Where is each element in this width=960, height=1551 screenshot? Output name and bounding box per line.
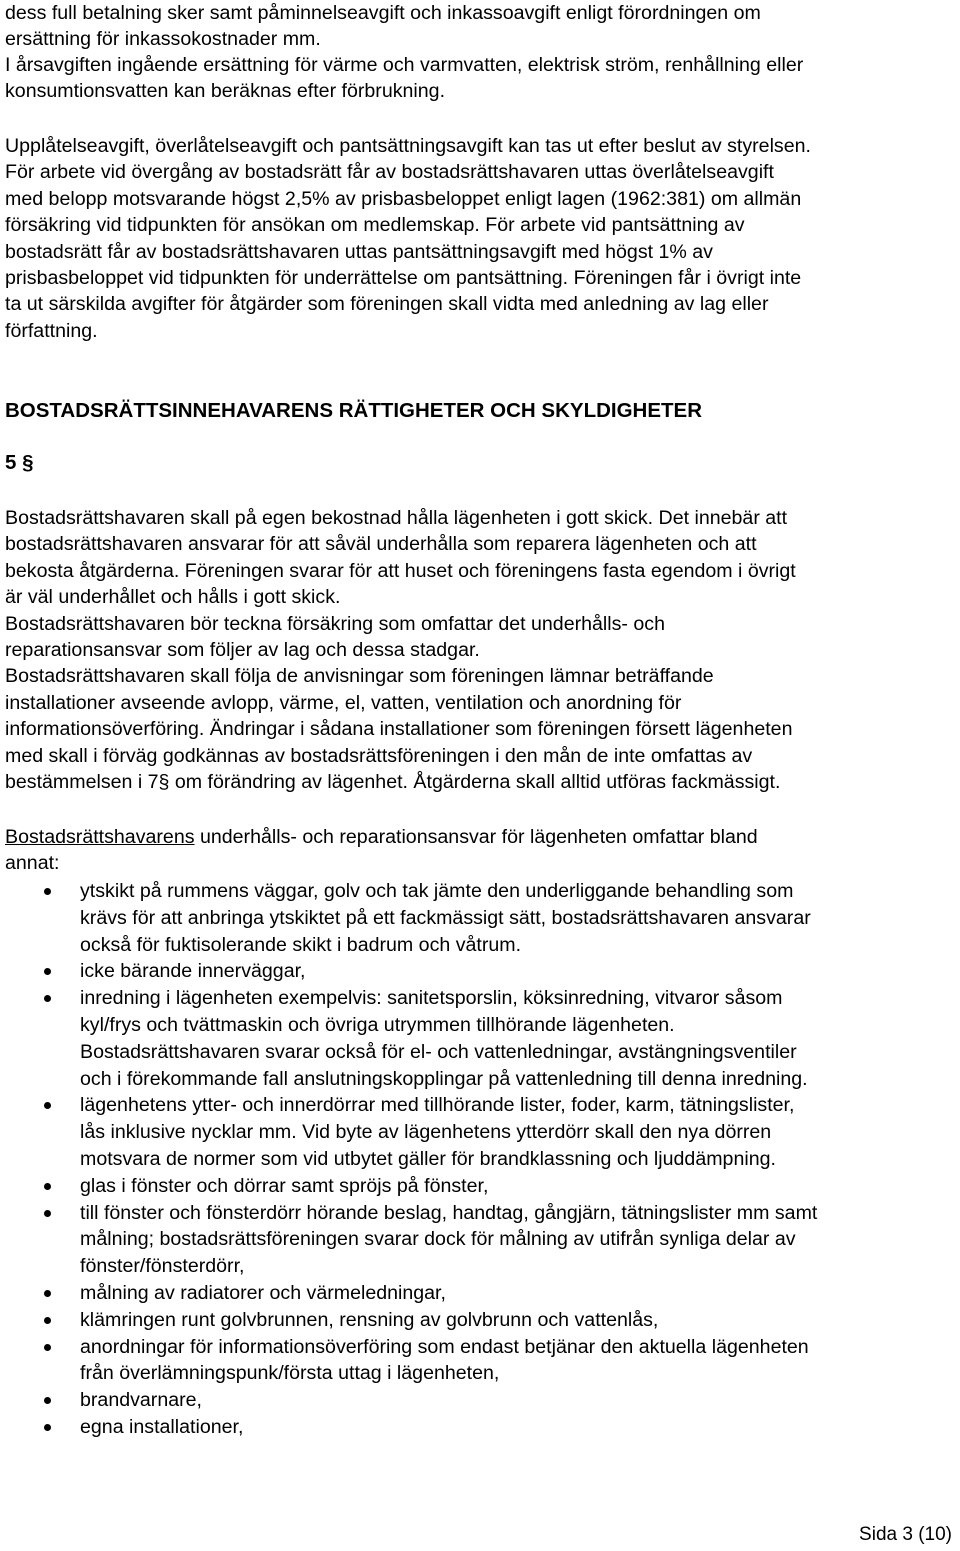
text-line: bekosta åtgärderna. Föreningen svarar för att huset och föreningens fasta egendom i övrigt bbox=[5, 559, 796, 582]
text-line: Bostadsrättshavaren skall på egen bekostnad hålla lägenheten i gott skick. Det innebär att bbox=[5, 507, 788, 529]
list-item bbox=[5, 878, 955, 958]
text-line: informationsöverföring. Ändringar i sådana installationer som föreningen försett lägenheten bbox=[5, 718, 793, 741]
text-line: bostadsrättshavaren ansvarar för att såväl underhålla som reparera lägenheten och att bbox=[5, 533, 757, 556]
text-line bbox=[5, 824, 758, 850]
list-item bbox=[5, 1280, 955, 1307]
list-item-line: och i förekommande fall anslutningskopplingar på vattenledning till denna inredning. bbox=[80, 1067, 808, 1090]
list-intro-text: underhålls- och reparationsansvar för lägenheten omfattar bland bbox=[194, 826, 758, 848]
list-item-line: från överlämningspunk/första uttag i lägenheten, bbox=[80, 1362, 500, 1385]
responsibility-list bbox=[5, 878, 955, 1441]
bullet-icon bbox=[44, 968, 51, 975]
text-line: Upplåtelseavgift, överlåtelseavgift och pantsättningsavgift kan tas ut efter beslut av styrelsen. bbox=[5, 135, 811, 157]
list-item-line: ytskikt på rummens väggar, golv och tak jämte den underliggande behandling som bbox=[80, 880, 794, 902]
list-item-line: anordningar för informationsöverföring som endast betjänar den aktuella lägenheten bbox=[80, 1335, 809, 1358]
list-item bbox=[5, 985, 955, 1092]
list-item-line: inredning i lägenheten exempelvis: sanitetsporslin, köksinredning, vitvaror såsom bbox=[80, 987, 783, 1010]
list-item bbox=[5, 1307, 955, 1334]
text-line: annat: bbox=[5, 852, 60, 875]
list-item-line: fönster/fönsterdörr, bbox=[80, 1255, 245, 1278]
list-item bbox=[5, 1334, 955, 1388]
list-item-line: lås inklusive nycklar mm. Vid byte av lägenhetens ytterdörr skall den nya dörren bbox=[80, 1121, 772, 1144]
list-item-line: egna installationer, bbox=[80, 1415, 244, 1438]
page-number: Sida 3 (10) bbox=[859, 1524, 952, 1545]
list-item bbox=[5, 958, 955, 985]
text-line: prisbasbeloppet vid tidpunkten för underrättelse om pantsättning. Föreningen får i övrigt inte bbox=[5, 267, 802, 290]
text-line: Bostadsrättshavaren bör teckna försäkring som omfattar det underhålls- och bbox=[5, 612, 665, 635]
bullet-icon bbox=[44, 1183, 51, 1190]
bullet-icon bbox=[44, 1397, 51, 1404]
text-line: författning. bbox=[5, 319, 98, 342]
bullet-icon bbox=[44, 1210, 51, 1217]
text-line: ersättning för inkassokostnader mm. bbox=[5, 28, 321, 51]
list-item-line: krävs för att anbringa ytskiktet på ett fackmässigt sätt, bostadsrättshavaren ansvarar bbox=[80, 906, 811, 929]
underlined-term: Bostadsrättshavarens bbox=[5, 826, 195, 848]
paragraph-number: 5 § bbox=[5, 451, 34, 474]
text-line: dess full betalning sker samt påminnelseavgift och inkassoavgift enligt förordningen om bbox=[5, 2, 761, 24]
text-line: Bostadsrättshavaren skall följa de anvisningar som föreningen lämnar beträffande bbox=[5, 665, 714, 688]
text-line: med belopp motsvarande högst 2,5% av prisbasbeloppet enligt lagen (1962:381) om allmän bbox=[5, 187, 802, 210]
list-item-line: målning; bostadsrättsföreningen svarar dock för målning av utifrån synliga delar av bbox=[80, 1228, 796, 1251]
list-item bbox=[5, 1200, 955, 1280]
list-item-line: kyl/frys och tvättmaskin och övriga utrymmen tillhörande lägenheten. bbox=[80, 1013, 675, 1036]
list-item-line: lägenhetens ytter- och innerdörrar med tillhörande lister, foder, karm, tätningslister, bbox=[80, 1094, 795, 1117]
text-line: installationer avseende avlopp, värme, el, vatten, ventilation och anordning för bbox=[5, 691, 682, 714]
list-item-line: brandvarnare, bbox=[80, 1389, 202, 1412]
section-heading: BOSTADSRÄTTSINNEHAVARENS RÄTTIGHETER OCH SKYLDIGHETER bbox=[5, 399, 703, 422]
text-line: reparationsansvar som följer av lag och dessa stadgar. bbox=[5, 639, 480, 662]
text-line: För arbete vid övergång av bostadsrätt får av bostadsrättshavaren uttas överlåtelseavgift bbox=[5, 161, 774, 184]
list-item-line: till fönster och fönsterdörr hörande beslag, handtag, gångjärn, tätningslister mm samt bbox=[80, 1201, 818, 1224]
bullet-icon bbox=[44, 1102, 51, 1109]
bullet-icon bbox=[44, 1290, 51, 1297]
list-item-line: också för fuktisolerande skikt i badrum och våtrum. bbox=[80, 933, 522, 956]
list-item bbox=[5, 1414, 955, 1441]
bullet-icon bbox=[44, 888, 51, 895]
list-item-line: icke bärande innerväggar, bbox=[80, 960, 306, 983]
fees-paragraph bbox=[5, 133, 811, 344]
list-item-line: Bostadsrättshavaren svarar också för el- och vattenledningar, avstängningsventiler bbox=[80, 1040, 797, 1063]
text-line: försäkring vid tidpunkten för ansökan om medlemskap. För arbete vid pantsättning av bbox=[5, 214, 745, 237]
section5-paragraph bbox=[5, 505, 796, 795]
list-item-line: glas i fönster och dörrar samt spröjs på fönster, bbox=[80, 1174, 489, 1197]
text-line: I årsavgiften ingående ersättning för värme och varmvatten, elektrisk ström, renhållning eller bbox=[5, 53, 804, 76]
bullet-icon bbox=[44, 1344, 51, 1351]
text-line: med skall i förväg godkännas av bostadsrättsföreningen i den mån de inte omfattas av bbox=[5, 744, 753, 767]
text-line: bestämmelsen i 7§ om förändring av lägenhet. Åtgärderna skall alltid utföras fackmässigt. bbox=[5, 771, 781, 794]
bullet-icon bbox=[44, 995, 51, 1002]
list-item-line: målning av radiatorer och värmeledningar, bbox=[80, 1281, 446, 1304]
text-line: ta ut särskilda avgifter för åtgärder som föreningen skall vidta med anledning av lag eller bbox=[5, 293, 769, 316]
list-item-line: motsvara de normer som vid utbytet gäller för brandklassning och ljuddämpning. bbox=[80, 1147, 776, 1170]
intro-paragraph bbox=[5, 0, 803, 105]
list-item bbox=[5, 1387, 955, 1414]
list-item bbox=[5, 1173, 955, 1200]
bullet-icon bbox=[44, 1424, 51, 1431]
list-item bbox=[5, 1092, 955, 1172]
text-line: konsumtionsvatten kan beräknas efter förbrukning. bbox=[5, 80, 446, 103]
bullet-icon bbox=[44, 1317, 51, 1324]
text-line: är väl underhållet och hålls i gott skick. bbox=[5, 586, 341, 609]
list-item-line: klämringen runt golvbrunnen, rensning av golvbrunn och vattenlås, bbox=[80, 1308, 659, 1331]
text-line: bostadsrätt får av bostadsrättshavaren uttas pantsättningsavgift med högst 1% av bbox=[5, 240, 713, 263]
list-intro bbox=[5, 824, 758, 877]
